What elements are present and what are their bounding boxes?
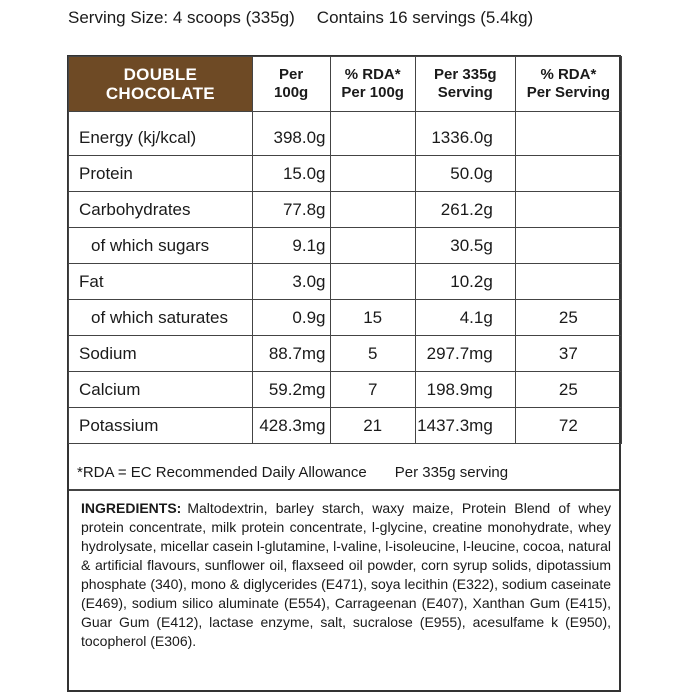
value-per-serving: 198.9mg xyxy=(415,372,515,408)
value-per100: 15.0g xyxy=(252,156,330,192)
value-per100: 59.2mg xyxy=(252,372,330,408)
col-header-per100-line1: Per xyxy=(279,66,304,83)
rda-per100 xyxy=(330,156,415,192)
rda-per-serving: 25 xyxy=(515,372,621,408)
table-row xyxy=(69,264,622,300)
value-per100: 77.8g xyxy=(252,192,330,228)
serving-info xyxy=(68,8,533,28)
col-header-rdaserving-line2: Per Serving xyxy=(526,84,611,101)
product-name-line2: CHOCOLATE xyxy=(105,84,215,103)
rda-per100 xyxy=(330,228,415,264)
table-row xyxy=(69,228,622,264)
rda-per100 xyxy=(330,112,415,156)
table-row xyxy=(69,372,622,408)
table-header-row xyxy=(69,57,622,112)
servings-count: Contains 16 servings (5.4kg) xyxy=(316,8,534,27)
section-divider xyxy=(69,489,619,491)
nutrition-table xyxy=(68,56,622,444)
rda-definition: *RDA = EC Recommended Daily Allowance xyxy=(77,464,367,481)
nutrient-name: of which sugars xyxy=(69,228,253,264)
nutrient-name: Sodium xyxy=(69,336,253,372)
table-row xyxy=(69,112,622,156)
value-per-serving: 30.5g xyxy=(415,228,515,264)
table-row xyxy=(69,336,622,372)
nutrient-name: Energy (kj/kcal) xyxy=(69,112,253,156)
ingredients-text: Maltodextrin, barley starch, waxy maize, Protein Blend of whey protein concentrate, milk protein concentrate, l-glycine, creatine monohydrate, whey hydrolysate, micellar casein l-glutamine, l-valine, l-isoleucine, l-leucine, cocoa, natural & artificial flavours, sunflower oil, flaxseed oil powder, corn syrup solids, dipotassium phosphate (340), mono & diglycerides (E471), soya lecithin (E322), sodium caseinate (E469), sodium silico aluminate (E554), Carrageenan (E407), Xanthan Gum (E415), Guar Gum (E412), lactase enzyme, salt, sucralose (E955), acesulfame k (E950), tocopherol (E306). xyxy=(81,500,611,649)
value-per-serving: 10.2g xyxy=(415,264,515,300)
value-per-serving: 1437.3mg xyxy=(415,408,515,444)
table-row xyxy=(69,300,622,336)
rda-per100: 21 xyxy=(330,408,415,444)
rda-per-serving xyxy=(515,264,621,300)
rda-per-serving xyxy=(515,192,621,228)
rda-per-serving xyxy=(515,112,621,156)
value-per-serving: 1336.0g xyxy=(415,112,515,156)
nutrient-name: Potassium xyxy=(69,408,253,444)
col-header-serving xyxy=(415,57,515,112)
col-header-serving-line2: Serving xyxy=(437,84,493,101)
value-per-serving: 261.2g xyxy=(415,192,515,228)
col-header-rda100-line1: % RDA* xyxy=(344,66,401,83)
nutrition-panel xyxy=(67,55,621,692)
rda-footnote xyxy=(77,464,508,481)
nutrient-name: Carbohydrates xyxy=(69,192,253,228)
ingredients-label: INGREDIENTS: xyxy=(81,500,182,516)
rda-per100: 15 xyxy=(330,300,415,336)
nutrient-name: Calcium xyxy=(69,372,253,408)
rda-per100 xyxy=(330,192,415,228)
table-row xyxy=(69,408,622,444)
per-serving-note: Per 335g serving xyxy=(394,464,509,481)
value-per100: 3.0g xyxy=(252,264,330,300)
product-name-cell xyxy=(69,57,253,112)
col-header-rdaserving xyxy=(515,57,621,112)
rda-per-serving: 72 xyxy=(515,408,621,444)
value-per100: 9.1g xyxy=(252,228,330,264)
value-per100: 428.3mg xyxy=(252,408,330,444)
rda-per-serving xyxy=(515,156,621,192)
nutrient-name: of which saturates xyxy=(69,300,253,336)
col-header-per100-line2: 100g xyxy=(274,84,309,101)
value-per-serving: 4.1g xyxy=(415,300,515,336)
rda-per-serving xyxy=(515,228,621,264)
col-header-rdaserving-line1: % RDA* xyxy=(540,66,597,83)
product-name-line1: DOUBLE xyxy=(123,65,198,84)
rda-per100 xyxy=(330,264,415,300)
value-per-serving: 297.7mg xyxy=(415,336,515,372)
serving-size: Serving Size: 4 scoops (335g) xyxy=(68,8,295,27)
col-header-per100 xyxy=(252,57,330,112)
value-per100: 88.7mg xyxy=(252,336,330,372)
ingredients-block xyxy=(81,499,611,651)
table-row xyxy=(69,156,622,192)
nutrient-name: Protein xyxy=(69,156,253,192)
value-per-serving: 50.0g xyxy=(415,156,515,192)
table-row xyxy=(69,192,622,228)
rda-per100: 7 xyxy=(330,372,415,408)
nutrient-name: Fat xyxy=(69,264,253,300)
rda-per-serving: 37 xyxy=(515,336,621,372)
col-header-serving-line1: Per 335g xyxy=(434,66,497,83)
col-header-rda100 xyxy=(330,57,415,112)
value-per100: 398.0g xyxy=(252,112,330,156)
rda-per-serving: 25 xyxy=(515,300,621,336)
value-per100: 0.9g xyxy=(252,300,330,336)
col-header-rda100-line2: Per 100g xyxy=(341,84,404,101)
rda-per100: 5 xyxy=(330,336,415,372)
